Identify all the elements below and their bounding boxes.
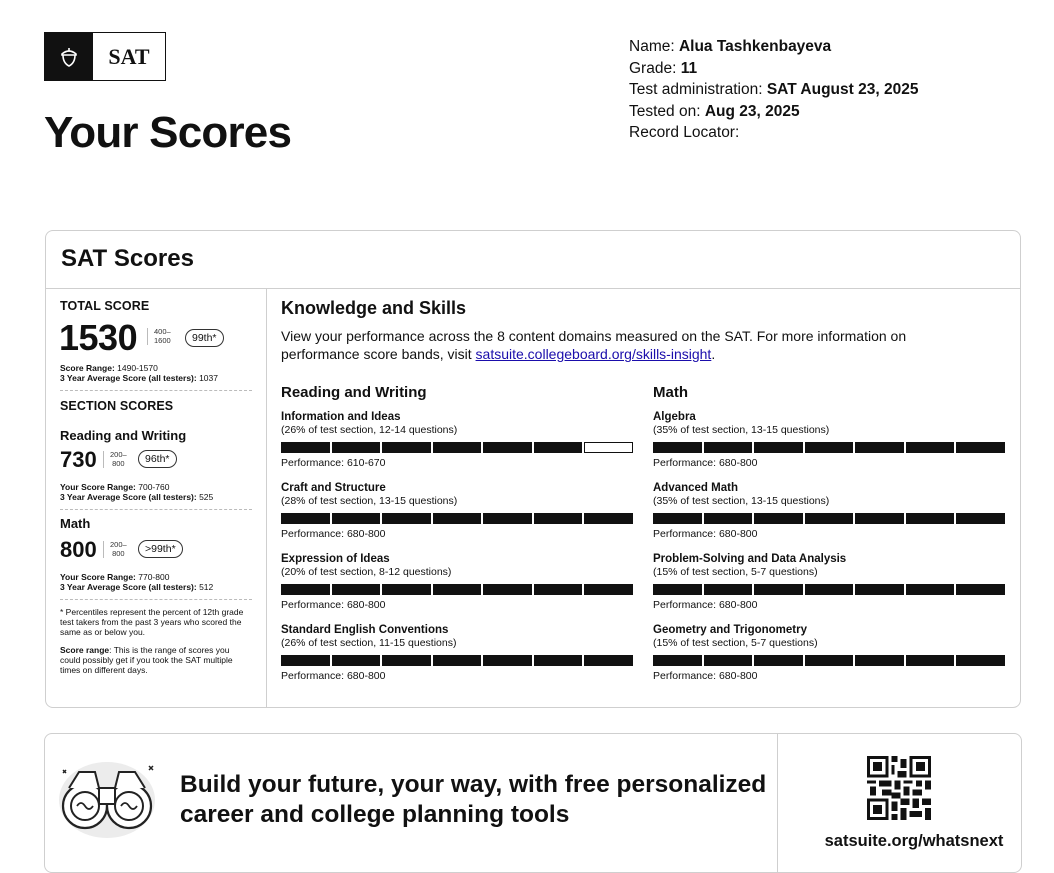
domain-name: Standard English Conventions [281,624,449,636]
domain-item [653,410,1005,481]
bar-segment-filled [433,584,482,595]
card-title: SAT Scores [61,245,194,272]
performance-bar [281,584,633,595]
rw-score-details: Your Score Range: 700-760 3 Year Average Score (all testers): 525 [60,482,214,502]
binoculars-icon [55,760,160,845]
domain-performance: Performance: 680-800 [281,670,386,682]
math-section-name: Math [60,516,91,531]
bar-segment-filled [433,655,482,666]
bar-segment-filled [584,513,633,524]
math-score-scale: 200– 800 [103,541,127,558]
domain-name: Information and Ideas [281,411,401,423]
domain-detail: (26% of test section, 11-15 questions) [281,637,457,649]
skills-insight-link[interactable]: satsuite.collegeboard.org/skills-insight [475,346,712,362]
bar-segment-filled [483,655,532,666]
domain-item [653,552,1005,623]
sat-scores-card [45,230,1021,708]
bar-segment-filled [855,584,904,595]
domain-item [653,623,1005,694]
bar-segment-filled [332,513,381,524]
bar-segment-filled [281,442,330,453]
bar-segment-filled [281,513,330,524]
divider [60,509,252,510]
bar-segment-filled [281,655,330,666]
bar-segment-filled [382,442,431,453]
promo-headline: Build your future, your way, with free personalized career and college planning tools [180,771,767,828]
total-score-scale: 400– 1600 [147,328,171,345]
bar-segment-filled [704,584,753,595]
bar-segment-filled [382,513,431,524]
domain-item [281,481,633,552]
math-score-details: Your Score Range: 770-800 3 Year Average Score (all testers): 512 [60,572,214,592]
performance-bar [281,442,633,453]
bar-segment-filled [805,584,854,595]
knowledge-skills-description: View your performance across the 8 content domains measured on the SAT. For more information on performance score bands, visit satsuite.collegeboard.org/skills-insight. [281,328,907,362]
domain-detail: (35% of test section, 13-15 questions) [653,495,830,507]
bar-segment-filled [382,655,431,666]
sat-logo [44,32,166,81]
bar-segment-filled [483,513,532,524]
domain-detail: (35% of test section, 13-15 questions) [653,424,830,436]
promo-url[interactable]: satsuite.org/whatsnext [824,832,1004,850]
knowledge-skills-title: Knowledge and Skills [281,298,467,318]
section-scores-label: SECTION SCORES [60,399,174,413]
student-grade-row: Grade: 11 [629,59,698,77]
bar-segment-filled [534,655,583,666]
total-percentile-badge: 99th* [185,329,224,347]
student-name-row: Name: Alua Tashkenbayeva [629,38,832,55]
bar-segment-filled [956,584,1005,595]
bar-segment-filled [805,513,854,524]
domain-name: Craft and Structure [281,482,386,494]
logo-wordmark: SAT [108,43,150,69]
bar-segment-filled [805,442,854,453]
domain-detail: (26% of test section, 12-14 questions) [281,424,458,436]
divider [777,734,778,872]
bar-segment-filled [534,584,583,595]
bar-segment-filled [483,584,532,595]
test-administration-row: Test administration: SAT August 23, 2025 [629,81,919,98]
performance-bar [281,513,633,524]
bar-segment-filled [653,513,702,524]
bar-segment-filled [906,513,955,524]
bar-segment-filled [754,655,803,666]
bar-segment-filled [754,584,803,595]
domain-detail: (15% of test section, 5-7 questions) [653,637,818,649]
domain-name: Advanced Math [653,482,738,494]
domain-performance: Performance: 680-800 [653,599,758,611]
page-title: Your Scores [44,108,292,157]
performance-bar [653,513,1005,524]
tested-on-row: Tested on: Aug 23, 2025 [629,102,800,120]
domain-detail: (28% of test section, 13-15 questions) [281,495,458,507]
bar-segment-filled [534,442,583,453]
total-score: 1530 [59,317,138,358]
qr-code-icon[interactable] [867,756,931,825]
performance-bar [653,655,1005,666]
bar-segment-filled [704,655,753,666]
bar-segment-filled [754,442,803,453]
math-percentile-badge: >99th* [138,540,183,558]
bar-segment-filled [855,513,904,524]
domain-detail: (15% of test section, 5-7 questions) [653,566,818,578]
domain-item [281,552,633,623]
bar-segment-filled [704,442,753,453]
tested-on: Aug 23, 2025 [704,102,800,120]
percentile-footnote: * Percentiles represent the percent of 12th grade test takers from the past 3 years who scored the same as or below you. [60,607,244,637]
performance-bar [653,442,1005,453]
bar-segment-filled [906,584,955,595]
rw-score-scale: 200– 800 [103,451,127,468]
domain-item [653,481,1005,552]
bar-segment-filled [906,442,955,453]
column-title: Reading and Writing [281,384,427,401]
bar-segment-filled [956,513,1005,524]
bar-segment-filled [382,584,431,595]
score-range-footnote: Score range: This is the range of scores you could possibly get if you took the SAT multiple times on different days. [60,645,233,675]
record-locator-row: Record Locator: [629,124,740,141]
bar-segment-filled [653,655,702,666]
column-title: Math [653,384,688,401]
domain-name: Algebra [653,411,696,423]
acorn-icon [45,33,93,80]
rw-domains-column [281,384,633,694]
bar-segment-filled [332,584,381,595]
bar-segment-filled [433,442,482,453]
bar-segment-filled [956,442,1005,453]
math-section-score: 800 [60,537,97,562]
domain-performance: Performance: 610-670 [281,457,386,469]
bar-segment-filled [584,655,633,666]
domain-detail: (20% of test section, 8-12 questions) [281,566,452,578]
total-score-label: TOTAL SCORE [60,299,150,313]
performance-bar [281,655,633,666]
bar-segment-filled [433,513,482,524]
bar-segment-filled [584,584,633,595]
domain-item [281,410,633,481]
student-name: Alua Tashkenbayeva [678,38,832,55]
student-info [629,36,918,144]
rw-section-name: Reading and Writing [60,428,187,443]
divider [60,390,252,391]
bar-segment-filled [534,513,583,524]
domain-performance: Performance: 680-800 [653,457,758,469]
bar-segment-filled [483,442,532,453]
card-header [46,231,1020,289]
rw-percentile-badge: 96th* [138,450,177,468]
performance-bar [653,584,1005,595]
domain-performance: Performance: 680-800 [281,599,386,611]
domain-item [281,623,633,694]
domain-performance: Performance: 680-800 [653,670,758,682]
planning-tools-promo [44,733,1022,873]
score-summary-panel [46,289,267,708]
bar-segment-filled [653,584,702,595]
domain-name: Expression of Ideas [281,553,390,565]
knowledge-skills-panel [267,289,1020,707]
bar-segment-filled [754,513,803,524]
bar-segment-filled [281,584,330,595]
domain-performance: Performance: 680-800 [653,528,758,540]
bar-segment-filled [704,513,753,524]
domain-performance: Performance: 680-800 [281,528,386,540]
bar-segment-filled [855,655,904,666]
total-score-details: Score Range: 1490-1570 3 Year Average Score (all testers): 1037 [60,363,218,383]
domain-name: Geometry and Trigonometry [653,624,808,636]
test-administration: SAT August 23, 2025 [766,81,919,98]
bar-segment-filled [956,655,1005,666]
domain-name: Problem-Solving and Data Analysis [653,553,847,565]
bar-segment-filled [332,655,381,666]
bar-segment-empty [584,442,633,453]
student-grade: 11 [680,59,698,77]
bar-segment-filled [653,442,702,453]
bar-segment-filled [332,442,381,453]
bar-segment-filled [805,655,854,666]
bar-segment-filled [906,655,955,666]
math-domains-column [653,384,1005,694]
divider [60,599,252,600]
bar-segment-filled [855,442,904,453]
rw-section-score: 730 [60,447,97,472]
